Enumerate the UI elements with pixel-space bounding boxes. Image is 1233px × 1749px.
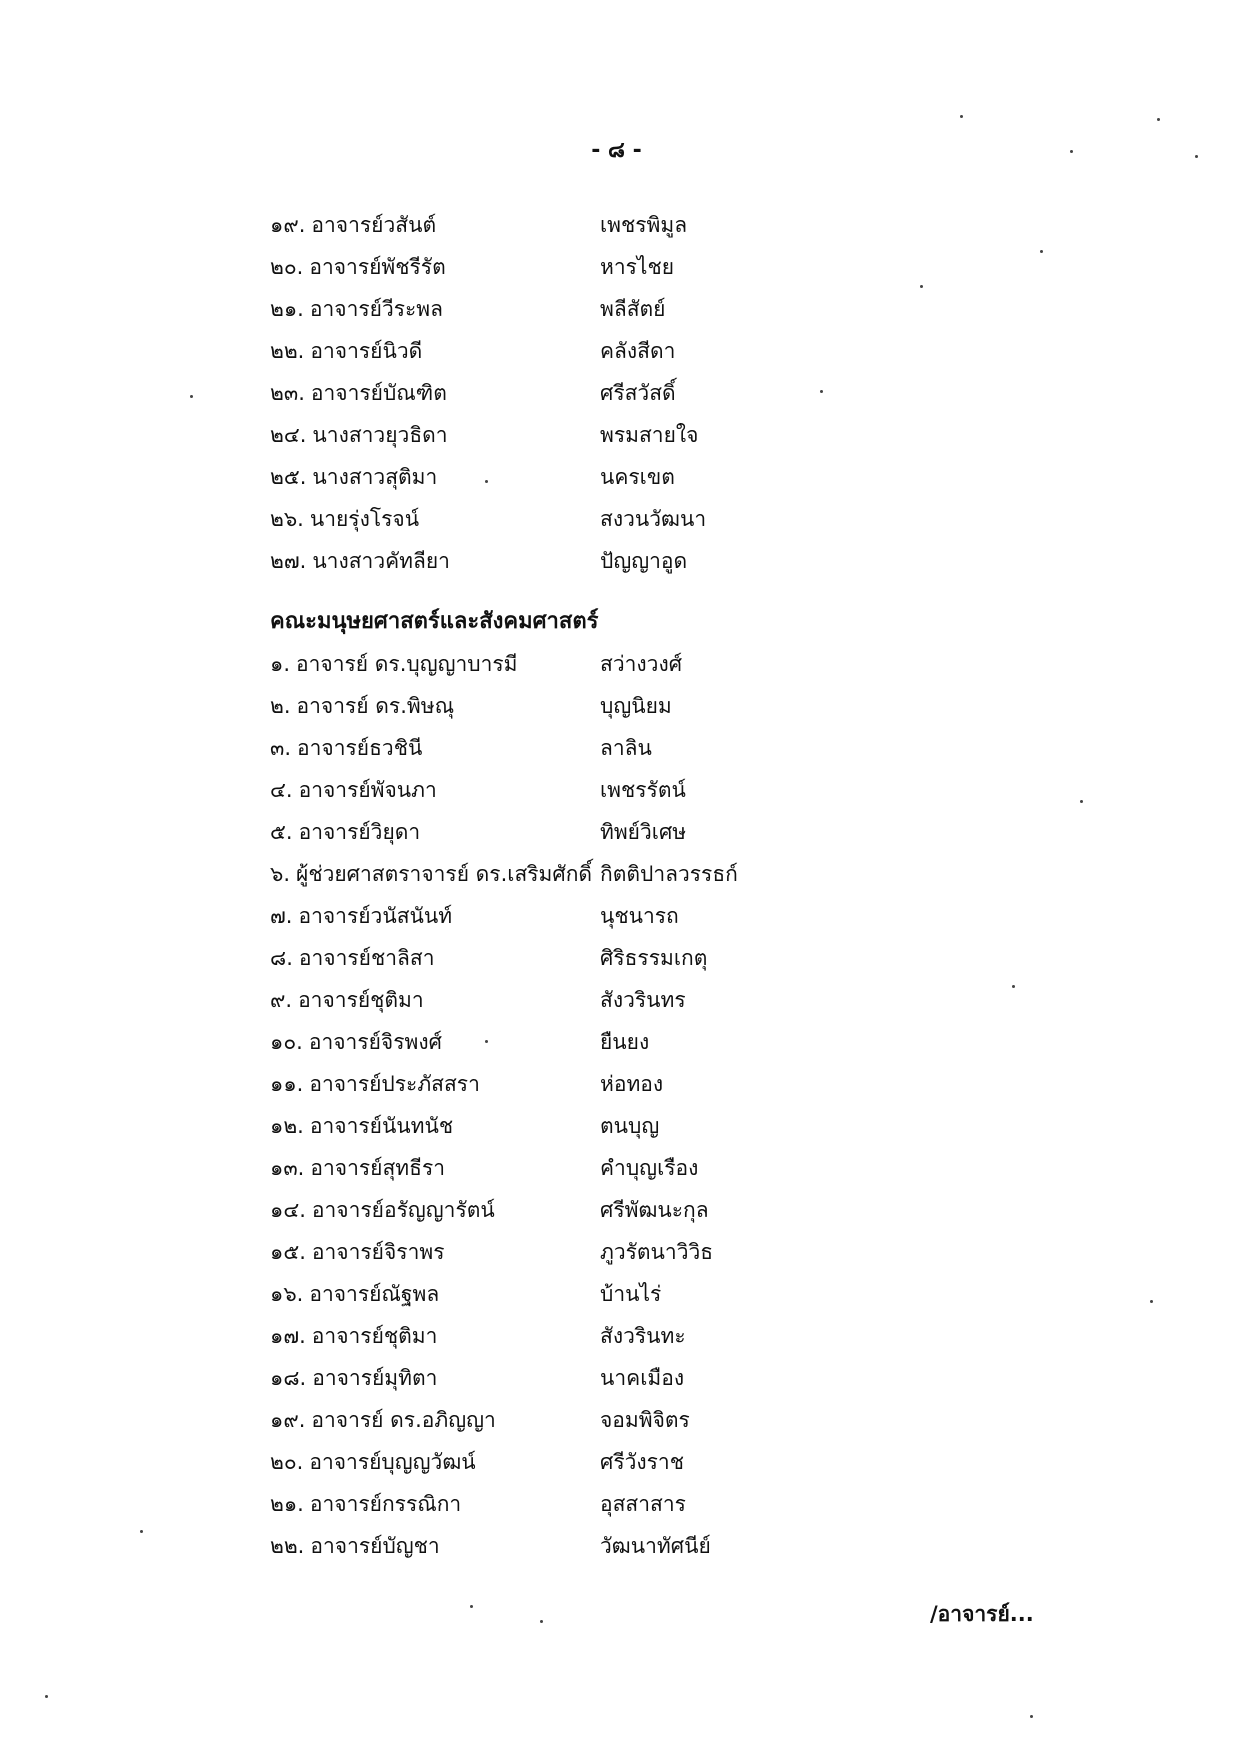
given-name: ๑๕. อาจารย์จิราพร [270, 1240, 445, 1264]
list-item [270, 937, 970, 979]
surname: คำบุญเรือง [600, 1156, 699, 1180]
surname: ศรีวังราช [600, 1450, 684, 1474]
list-item [270, 643, 970, 685]
item-number: ๒๒. [270, 339, 305, 363]
given-name: ๑๖. อาจารย์ณัฐพล [270, 1282, 440, 1306]
given-name: ๑๘. อาจารย์มุทิตา [270, 1366, 438, 1390]
scan-speck [820, 390, 823, 393]
list-item [270, 1189, 970, 1231]
list-item [270, 979, 970, 1021]
surname: ภูวรัตนาวิวิธ [600, 1240, 714, 1264]
surname: ลาลิน [600, 736, 652, 760]
given-name: ๑๑. อาจารย์ประภัสสรา [270, 1072, 480, 1096]
given-name: ๒๒. อาจารย์นิวดี [270, 339, 423, 363]
page-number: - ๘ - [591, 138, 642, 163]
given-name: ๒๒. อาจารย์บัญชา [270, 1534, 440, 1558]
given-name: ๒๑. อาจารย์กรรณิกา [270, 1492, 462, 1516]
given-name: ๖. ผู้ช่วยศาสตราจารย์ ดร.เสริมศักดิ์ [270, 862, 593, 886]
scan-speck [470, 1605, 473, 1608]
list-item [270, 204, 970, 246]
surname: สว่างวงศ์ [600, 652, 683, 676]
item-number: ๒๐. [270, 1450, 304, 1474]
list-item [270, 372, 970, 414]
list-item [270, 853, 970, 895]
given-name: ๑๐. อาจารย์จิรพงศ์ [270, 1030, 442, 1054]
given-name: ๗. อาจารย์วนัสนันท์ [270, 904, 453, 928]
list-item [270, 288, 970, 330]
item-number: ๗. [270, 904, 293, 928]
section-heading: คณะมนุษยศาสตร์และสังคมศาสตร์ [270, 609, 599, 634]
scan-speck [1040, 250, 1043, 253]
item-number: ๓. [270, 736, 292, 760]
scan-speck [45, 1695, 48, 1698]
name-list-continued [270, 204, 970, 582]
item-number: ๑๑. [270, 1072, 304, 1096]
surname: บุญนิยม [600, 694, 672, 718]
surname: ทิพย์วิเศษ [600, 820, 687, 844]
list-item [270, 1105, 970, 1147]
surname: ปัญญาอูด [600, 549, 688, 573]
surname: จอมพิจิตร [600, 1408, 690, 1432]
surname: พลีสัตย์ [600, 297, 666, 321]
given-name: ๒. อาจารย์ ดร.พิษณุ [270, 694, 455, 718]
scan-speck [1030, 1715, 1033, 1718]
scan-speck [920, 285, 923, 288]
given-name: ๙. อาจารย์ชุติมา [270, 988, 424, 1012]
given-name: ๓. อาจารย์ธวชินี [270, 736, 423, 760]
scan-speck [1150, 1300, 1153, 1303]
scan-speck [485, 480, 488, 483]
item-number: ๒๓. [270, 381, 305, 405]
list-item [270, 1525, 970, 1567]
list-item [270, 1483, 970, 1525]
scan-speck [1157, 118, 1160, 121]
item-number: ๔. [270, 778, 293, 802]
surname: ยืนยง [600, 1030, 650, 1054]
surname: วัฒนาทัศนีย์ [600, 1534, 711, 1558]
given-name: ๑๓. อาจารย์สุทธีรา [270, 1156, 446, 1180]
surname: คลังสีดา [600, 339, 676, 363]
given-name: ๑. อาจารย์ ดร.บุญญาบารมี [270, 652, 518, 676]
item-number: ๙. [270, 988, 293, 1012]
given-name: ๑๗. อาจารย์ชุติมา [270, 1324, 438, 1348]
surname: เพชรพิมูล [600, 213, 688, 237]
list-item [270, 456, 970, 498]
item-number: ๑๙. [270, 213, 306, 237]
given-name: ๑๙. อาจารย์วสันต์ [270, 213, 437, 237]
given-name: ๕. อาจารย์วิยุดา [270, 820, 421, 844]
scan-speck [140, 1530, 143, 1533]
surname: ศรีสวัสดิ์ [600, 381, 676, 405]
item-number: ๑๘. [270, 1366, 307, 1390]
list-item [270, 246, 970, 288]
item-number: ๒. [270, 694, 291, 718]
scan-speck [1195, 155, 1198, 158]
surname: บ้านไร่ [600, 1282, 662, 1306]
given-name: ๒๖. นายรุ่งโรจน์ [270, 507, 420, 531]
scan-speck [190, 395, 193, 398]
item-number: ๖. [270, 862, 291, 886]
given-name: ๒๓. อาจารย์บัณฑิต [270, 381, 447, 405]
list-item [270, 1231, 970, 1273]
item-number: ๑๐. [270, 1030, 303, 1054]
continuation-note: /อาจารย์... [930, 1602, 1034, 1626]
item-number: ๒๑. [270, 1492, 304, 1516]
item-number: ๕. [270, 820, 293, 844]
scan-speck [485, 1040, 488, 1043]
given-name: ๒๐. อาจารย์บุญญวัฒน์ [270, 1450, 476, 1474]
item-number: ๑๙. [270, 1408, 306, 1432]
item-number: ๑๒. [270, 1114, 304, 1138]
list-item [270, 498, 970, 540]
list-item [270, 811, 970, 853]
surname: นุชนารถ [600, 904, 679, 928]
given-name: ๑๒. อาจารย์นันทนัช [270, 1114, 454, 1138]
list-item [270, 1021, 970, 1063]
item-number: ๒๐. [270, 255, 304, 279]
given-name: ๒๔. นางสาวยุวธิดา [270, 423, 448, 447]
list-item [270, 1441, 970, 1483]
surname: สังวรินทะ [600, 1324, 686, 1348]
given-name: ๑๙. อาจารย์ ดร.อภิญญา [270, 1408, 496, 1432]
surname: ศรีพัฒนะกุล [600, 1198, 709, 1222]
surname: เพชรรัตน์ [600, 778, 686, 802]
list-item [270, 1273, 970, 1315]
list-item [270, 685, 970, 727]
scan-speck [540, 1620, 543, 1623]
given-name: ๒๗. นางสาวคัทลียา [270, 549, 450, 573]
item-number: ๒๔. [270, 423, 307, 447]
list-item [270, 727, 970, 769]
list-item [270, 1315, 970, 1357]
list-item [270, 540, 970, 582]
scan-speck [1080, 800, 1083, 803]
given-name: ๑๔. อาจารย์อรัญญารัตน์ [270, 1198, 495, 1222]
item-number: ๒๕. [270, 465, 307, 489]
surname: นครเขต [600, 465, 675, 489]
surname: อุสสาสาร [600, 1492, 686, 1516]
surname: นาคเมือง [600, 1366, 685, 1390]
faculty-section [270, 601, 970, 1567]
list-item [270, 330, 970, 372]
list-item [270, 769, 970, 811]
surname: ตนบุญ [600, 1114, 660, 1138]
list-item [270, 895, 970, 937]
scan-speck [1012, 985, 1015, 988]
surname: สงวนวัฒนา [600, 507, 707, 531]
item-number: ๑๕. [270, 1240, 306, 1264]
item-number: ๑. [270, 652, 291, 676]
item-number: ๒๖. [270, 507, 304, 531]
given-name: ๒๕. นางสาวสุติมา [270, 465, 438, 489]
surname: สังวรินทร [600, 988, 686, 1012]
list-item [270, 414, 970, 456]
list-item [270, 1357, 970, 1399]
scan-speck [960, 115, 963, 118]
list-item [270, 1147, 970, 1189]
item-number: ๒๗. [270, 549, 307, 573]
item-number: ๒๒. [270, 1534, 305, 1558]
surname: พรมสายใจ [600, 423, 699, 447]
item-number: ๘. [270, 946, 293, 970]
given-name: ๘. อาจารย์ชาลิสา [270, 946, 435, 970]
list-item [270, 1063, 970, 1105]
item-number: ๑๔. [270, 1198, 306, 1222]
given-name: ๒๑. อาจารย์วีระพล [270, 297, 444, 321]
given-name: ๒๐. อาจารย์พัชรีรัต [270, 255, 446, 279]
surname: ศิริธรรมเกตุ [600, 946, 708, 970]
scan-speck [1070, 150, 1073, 153]
list-item [270, 1399, 970, 1441]
surname: ห่อทอง [600, 1072, 664, 1096]
given-name: ๔. อาจารย์พัจนภา [270, 778, 437, 802]
item-number: ๑๓. [270, 1156, 305, 1180]
item-number: ๒๑. [270, 297, 304, 321]
item-number: ๑๖. [270, 1282, 304, 1306]
surname: กิตติปาลวรรธก์ [600, 862, 738, 886]
item-number: ๑๗. [270, 1324, 306, 1348]
surname: หารไชย [600, 255, 675, 279]
